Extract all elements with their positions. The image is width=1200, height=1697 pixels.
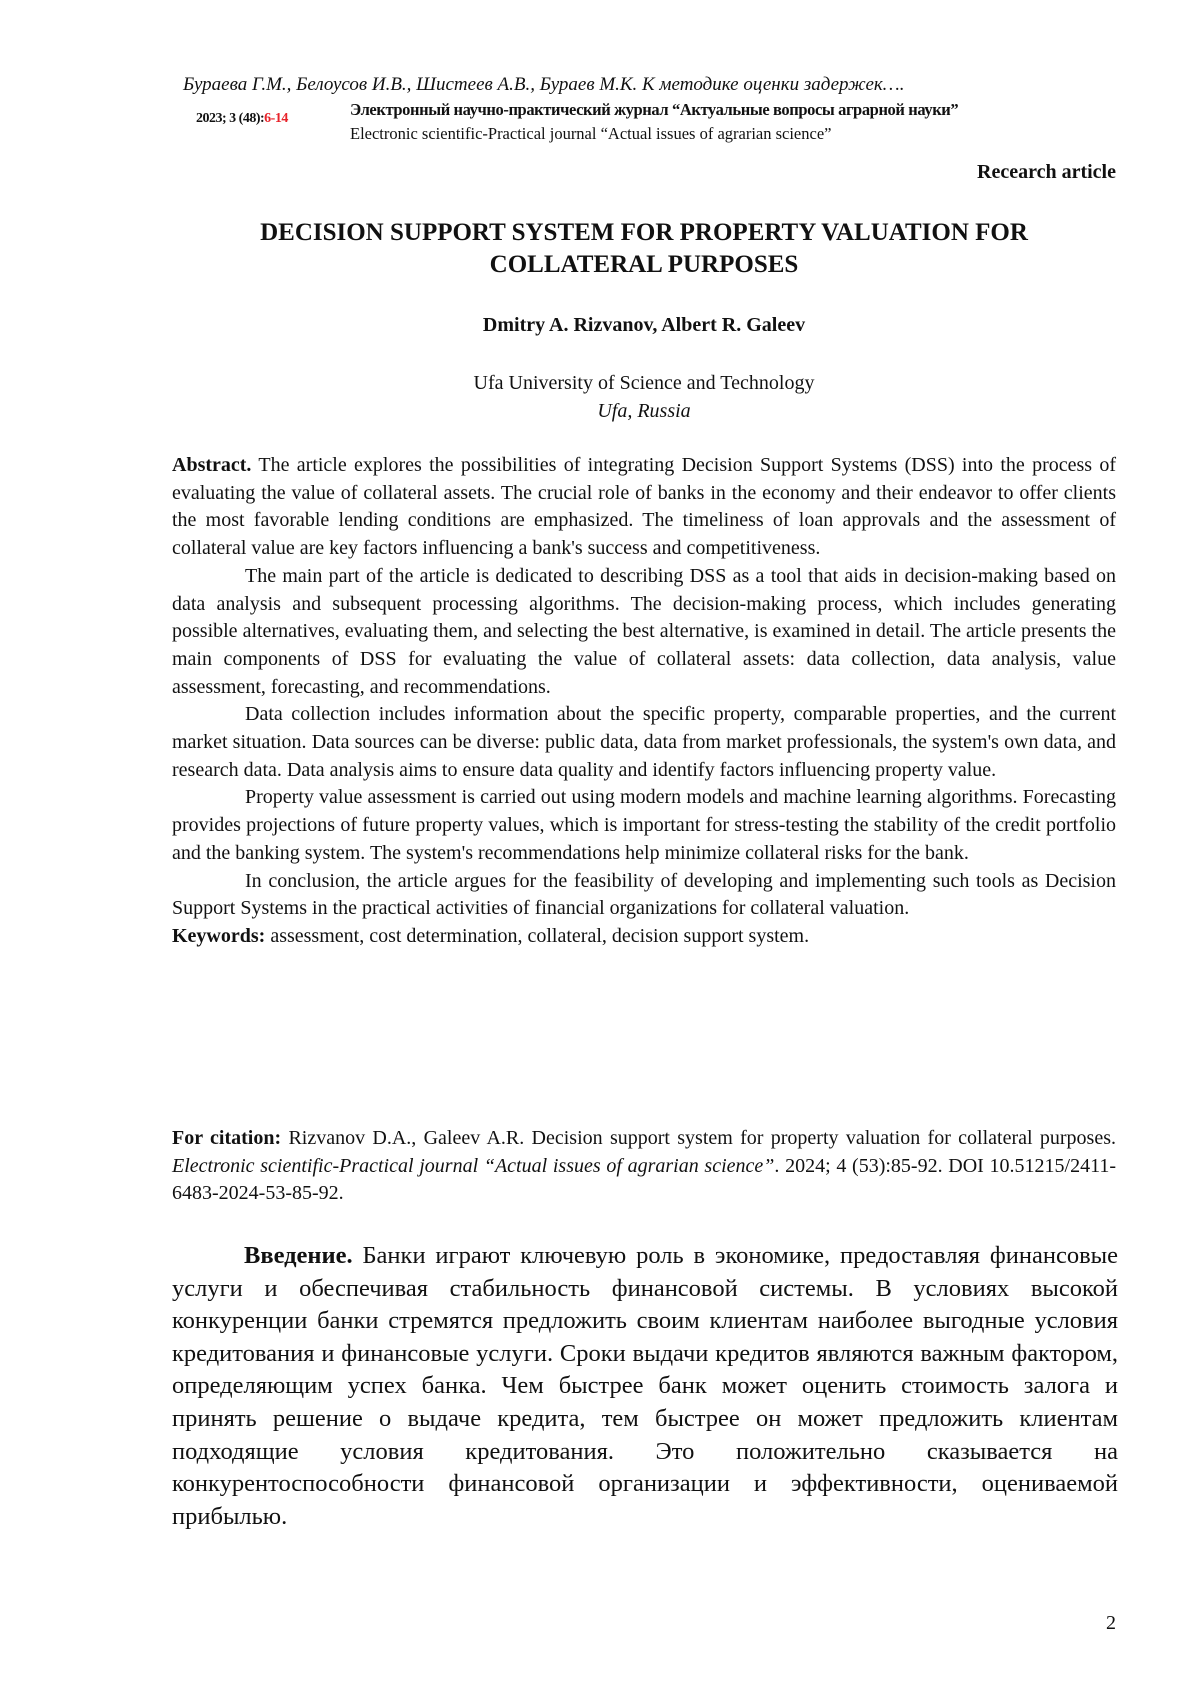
- journal-issue: [196, 111, 288, 127]
- abstract-paragraph: [172, 452, 1116, 563]
- citation: [172, 1125, 1116, 1208]
- citation-label: For citation:: [172, 1127, 282, 1149]
- issue-pages: 6-14: [264, 111, 288, 126]
- abstract-paragraph: In conclusion, the article argues for the feasibility of developing and implementing such tools as Decision Support Systems in the practical activities of financial organizations for collateral valuation.: [172, 869, 1116, 920]
- citation-doi: . 2024; 4 (53):85-92. DOI 10.51215/2411-6483-2024-53-85-92.: [172, 1154, 1116, 1204]
- issue-number: 2023; 3 (48):: [196, 111, 265, 126]
- citation-journal: Electronic scientific-Practical journal “Actual issues of agrarian science”: [172, 1154, 775, 1177]
- abstract-paragraph: The main part of the article is dedicated to describing DSS as a tool that aids in decision-making based on data analysis and subsequent processing algorithms. The decision-making process, which includes generating possible alternatives, evaluating them, and selecting the best alternative, is examined in detail. The article presents the main components of DSS for evaluating the value of collateral assets: data collection, data analysis, value assessment, forecasting, and recommendations.: [172, 564, 1116, 698]
- article-authors: Dmitry A. Rizvanov, Albert R. Galeev: [482, 314, 806, 336]
- citation-paragraph: [172, 1125, 1116, 1208]
- affiliation-city: Ufa, Russia: [597, 400, 691, 422]
- abstract-text: The article explores the possibilities of integrating Decision Support Systems (DSS) into the process of evaluating the value of collateral assets. The crucial role of banks in the economy and their endeavor to offer clients the most favorable lending conditions are emphasized. The timeliness of loan approvals and the assessment of collateral value are key factors influencing a bank's success and competitiveness.: [172, 454, 1117, 560]
- abstract: [172, 452, 1116, 951]
- running-header-authors: Бураева Г.М., Белоусов И.В., Шистеев А.В., Бураев М.К. К методике оценки задержек….: [183, 74, 905, 95]
- keywords-label: Keywords:: [172, 924, 266, 947]
- abstract-paragraph: Data collection includes information about the specific property, comparable properties, and the current market situation. Data sources can be diverse: public data, data from market professionals, the system's own data, and research data. Data analysis aims to ensure data quality and identify factors influencing property value.: [172, 703, 1116, 781]
- introduction: [172, 1240, 1118, 1533]
- keywords: [172, 923, 1116, 951]
- introduction-text: Банки играют ключевую роль в экономике, предоставляя финансовые услуги и обеспечивая стабильность финансовой системы. В условиях высокой конкуренции банки стремятся предложить своим клиентам наиболее выгодные условия кредитования и финансовые услуги. Сроки выдачи кредитов являются важным фактором, определяющим успех банка. Чем быстрее банк может оценить стоимость залога и принять решение о выдаче кредита, тем быстрее он может предложить клиентам подходящие условия кредитования. Это положительно сказывается на конкурентоспособности финансовой организации и эффективности, оцениваемой прибылью.: [172, 1242, 1118, 1530]
- introduction-label: Введение.: [244, 1242, 353, 1269]
- page-number: 2: [1106, 1612, 1116, 1634]
- affiliation: [172, 369, 1116, 425]
- keywords-text: assessment, cost determination, collateral, decision support system.: [270, 924, 810, 947]
- journal-name-en: Electronic scientific-Practical journal “Actual issues of agrarian science”: [350, 124, 832, 143]
- journal-name-ru: Электронный научно-практический журнал “Актуальные вопросы аграрной науки”: [350, 100, 959, 119]
- citation-text: Rizvanov D.A., Galeev A.R. Decision support system for property valuation for collateral purposes.: [288, 1127, 1116, 1149]
- affiliation-institution: Ufa University of Science and Technology: [473, 372, 815, 394]
- article-type: Recearch article: [977, 161, 1116, 183]
- abstract-label: Abstract.: [172, 454, 252, 476]
- article-title: DECISION SUPPORT SYSTEM FOR PROPERTY VALUATION FOR COLLATERAL PURPOSES: [260, 219, 1028, 278]
- abstract-paragraph: Property value assessment is carried out using modern models and machine learning algorithms. Forecasting provides projections of future property values, which is important for stress-testing the stability of the credit portfolio and the banking system. The system's recommendations help minimize collateral risks for the bank.: [172, 786, 1116, 864]
- introduction-paragraph: [172, 1240, 1118, 1533]
